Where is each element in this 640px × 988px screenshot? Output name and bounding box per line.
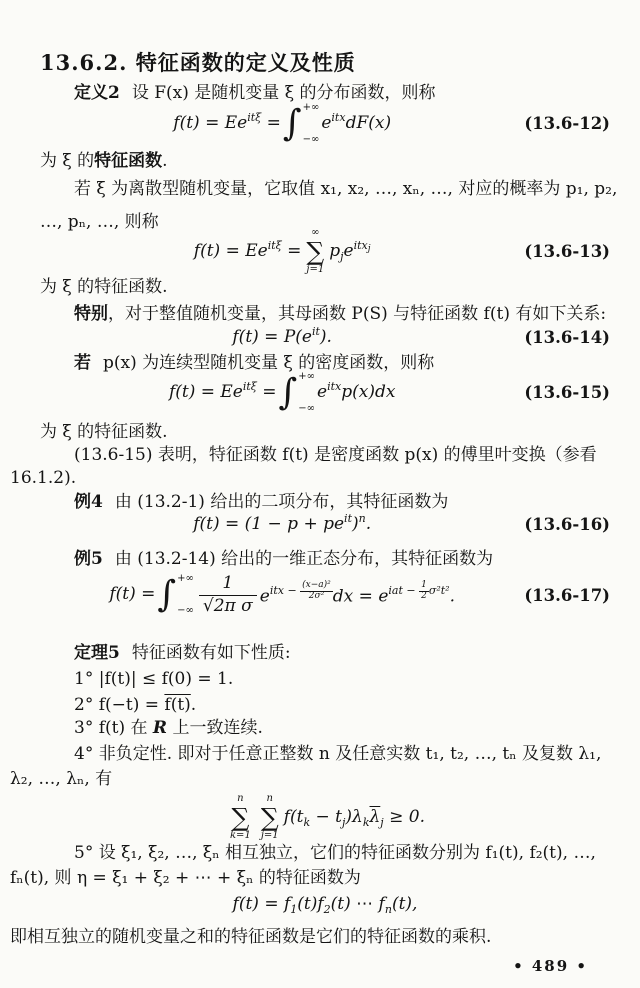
eq13-p: p xyxy=(329,240,341,261)
closing-paragraph: 即相互独立的随机变量之和的特征函数是它们的特征函数的乘积. xyxy=(10,927,492,947)
eqprod-body xyxy=(233,893,418,917)
after-eq15-paragraph: 为 ξ 的特征函数. xyxy=(40,422,168,442)
page-number: • 489 • xyxy=(513,957,588,975)
equation-13-6-13 xyxy=(40,228,610,275)
eq12-lhs xyxy=(173,112,281,136)
eq16-body xyxy=(193,513,371,537)
equation-number: (13.6-15) xyxy=(524,383,610,403)
eq17-exp-denominator: 2σ² xyxy=(308,590,325,601)
sum-upper-limit: ∞ xyxy=(311,227,320,238)
eqsum-b1: f(t xyxy=(283,806,304,827)
eq13-p-subscript: j xyxy=(340,249,344,263)
eqsum-lambda-conjugate: $\overline{\lambda}$ xyxy=(369,806,381,827)
definition-2-text: 设 F(x) 是随机变量 ξ 的分布函数，则称 xyxy=(131,83,436,103)
property-3-pre: 3° f(t) 在 xyxy=(74,718,153,738)
equation-number: (13.6-14) xyxy=(524,328,610,348)
eq16-exponent-1: it xyxy=(344,512,352,525)
integral-sign xyxy=(157,574,193,616)
eqsum-inequality: ≥ 0. xyxy=(383,806,425,827)
eq15-pre: f(t) = Ee xyxy=(168,382,243,403)
theorem-5-label: 定理5 xyxy=(74,643,120,663)
property-4-line1: 4° 非负定性. 即对于任意正整数 n 及任意实数 t₁, t₂, …, tₙ 及复数 λ₁, xyxy=(74,744,602,764)
special-text: ，对于整值随机变量，其母函数 P(S) 与特征函数 f(t) 有如下关系: xyxy=(108,304,607,324)
eq13-pre: f(t) = Ee xyxy=(193,240,268,261)
property-5-line1: 5° 设 ξ₁, ξ₂, …, ξₙ 相互独立，它们的特征函数分别为 f₁(t), f₂(t), …, xyxy=(74,843,596,863)
eq15-equals: = xyxy=(256,382,277,403)
special-label: 特别 xyxy=(74,304,108,324)
eq13-exponent-2 xyxy=(354,239,371,252)
integral-upper-limit: +∞ xyxy=(298,371,315,382)
sum-glyph: ∑ xyxy=(306,237,325,266)
eq17-result xyxy=(333,581,455,609)
equation-13-6-12 xyxy=(40,103,610,145)
property-2 xyxy=(40,694,612,718)
sum-lower-limit: j=1 xyxy=(306,264,325,275)
example-4-text: 由 (13.2-1) 给出的二项分布，其特征函数为 xyxy=(114,492,449,512)
eq17-fraction xyxy=(199,574,257,616)
example-5-label: 例5 xyxy=(74,549,103,569)
property-2-pre: 2° f(−t) = xyxy=(74,695,165,715)
eq13-summand xyxy=(329,240,370,264)
eq17-period: . xyxy=(449,586,455,607)
continuous-text: p(x) 为连续型随机变量 ξ 的密度函数，则称 xyxy=(103,353,435,373)
eqprod-sub-1: 1 xyxy=(290,903,298,916)
equation-nonnegative-definite xyxy=(40,794,610,841)
eq16-period: . xyxy=(365,514,372,534)
eq12-differential: dF(x) xyxy=(345,113,392,134)
eqprod-b2: (t)f xyxy=(297,894,324,914)
eq15-base: e xyxy=(317,382,328,403)
definition-2-label: 定义2 xyxy=(74,83,120,103)
eqprod-b3: (t) ⋯ f xyxy=(330,894,385,914)
eq17-exp2-numerator: 1 xyxy=(421,579,427,590)
integral-lower-limit: −∞ xyxy=(302,134,320,145)
summation-sign xyxy=(306,228,324,275)
equation-13-6-15 xyxy=(40,372,610,414)
example-5-paragraph xyxy=(40,548,612,572)
eq17-sigma: σ xyxy=(235,595,253,616)
discrete-paragraph-line2: …, pₙ, …, 则称 xyxy=(40,212,159,232)
eq12-equals: = xyxy=(261,113,281,134)
eq17-exponent-1 xyxy=(269,579,333,601)
property-2-post: . xyxy=(190,695,197,715)
sum-upper-limit: n xyxy=(237,793,244,804)
equation-product xyxy=(40,893,610,917)
eq17-exp2-pre: iat − xyxy=(388,584,420,598)
eq17-dx-equals: dx = e xyxy=(332,586,389,607)
eq17-exp2-fraction xyxy=(419,581,429,602)
example-4-paragraph xyxy=(40,491,612,515)
integral-lower-limit: −∞ xyxy=(298,403,315,414)
integral-lower-limit: −∞ xyxy=(177,605,194,617)
eq17-exponential xyxy=(260,581,333,609)
eq17-fraction-numerator: 1 xyxy=(199,574,257,596)
eqprod-sub-2: 2 xyxy=(323,903,331,916)
eqsum-b2: − t xyxy=(310,806,342,827)
integral-sign xyxy=(279,372,315,414)
integral-glyph: ∫ xyxy=(278,372,298,413)
eq16-power-n: n xyxy=(358,512,366,525)
eq16-pre: f(t) = (1 − p + pe xyxy=(193,514,345,534)
eq14-pre: f(t) = P(e xyxy=(232,327,312,347)
eq13-equals: = xyxy=(281,240,302,261)
equation-number: (13.6-17) xyxy=(524,585,610,605)
property-3-post: 上一致连续. xyxy=(167,718,263,738)
example-5-text: 由 (13.2-14) 给出的一维正态分布，其特征函数为 xyxy=(114,549,494,569)
eq12-exponent-2: itx xyxy=(331,111,346,125)
eqprod-b4: (t), xyxy=(391,894,418,914)
eq15-integrand xyxy=(317,381,395,405)
eq17-radicand: 2π xyxy=(213,595,236,616)
sum-upper-limit: n xyxy=(266,793,273,804)
after12-bold-term: 特征函数 xyxy=(94,151,163,171)
equation-number: (13.6-12) xyxy=(524,114,610,134)
radical-sign: √ xyxy=(202,595,214,616)
eq13-base: e xyxy=(343,240,354,261)
equation-13-6-17 xyxy=(40,574,610,616)
eq12-exponent-1: itξ xyxy=(247,111,262,125)
eq17-exp2-post: σ²t² xyxy=(428,584,450,598)
eq12-pre: f(t) = Ee xyxy=(173,113,248,134)
eqsum-body xyxy=(284,806,425,830)
continuous-label: 若 xyxy=(74,353,91,373)
sum-lower-limit: j=1 xyxy=(260,830,279,841)
eq15-density: p(x)dx xyxy=(341,382,396,403)
equation-number: (13.6-13) xyxy=(524,241,610,261)
eqsum-b3: )λ xyxy=(345,806,363,827)
sum-lower-limit: k=1 xyxy=(230,830,251,841)
eq13-lhs xyxy=(194,240,302,264)
integral-glyph: ∫ xyxy=(157,574,177,616)
eq17-base: e xyxy=(259,586,270,607)
eqsum-lambda-sub-k: k xyxy=(362,815,370,829)
eq14-post: ). xyxy=(319,327,332,347)
remark-line1: (13.6-15) 表明，特征函数 f(t) 是密度函数 p(x) 的傅里叶变换（参看 xyxy=(74,445,597,465)
property-4-line2: λ₂, …, λₙ, 有 xyxy=(10,769,113,789)
eq15-exponent-2: itx xyxy=(327,380,342,394)
integral-upper-limit: +∞ xyxy=(302,102,320,113)
eq13-exp-text: itx xyxy=(353,238,368,252)
eq12-integrand xyxy=(321,112,391,136)
equation-13-6-14 xyxy=(40,326,610,350)
remark-line2: 16.1.2). xyxy=(10,468,77,488)
after-eq12-paragraph xyxy=(40,150,612,174)
eqprod-sub-n: n xyxy=(384,903,392,916)
sum-glyph: ∑ xyxy=(260,803,279,832)
eq17-exponent-2 xyxy=(388,579,450,601)
integral-upper-limit: +∞ xyxy=(177,573,194,585)
eq15-lhs xyxy=(169,381,277,405)
theorem-5-paragraph xyxy=(40,642,612,666)
property-2-conjugate: f(t) xyxy=(164,695,191,715)
example-4-label: 例4 xyxy=(74,492,103,512)
property-3 xyxy=(40,717,612,741)
eq12-base: e xyxy=(321,113,332,134)
integral-sign xyxy=(283,103,319,145)
equation-number: (13.6-16) xyxy=(524,515,610,535)
eq15-exponent-1: itξ xyxy=(242,380,257,394)
eq16-paren: ) xyxy=(352,514,359,534)
eqsum-sub-k: k xyxy=(303,815,311,829)
summation-sign xyxy=(230,794,251,841)
eq17-exp-fraction xyxy=(300,581,333,602)
sum-glyph: ∑ xyxy=(231,803,250,832)
eq17-lhs: f(t) = xyxy=(109,584,156,605)
eq14-body xyxy=(232,326,332,350)
equation-13-6-16 xyxy=(40,513,610,537)
after12-post: . xyxy=(162,151,168,171)
real-line-symbol: R xyxy=(152,718,168,738)
integral-glyph: ∫ xyxy=(282,103,302,144)
eq17-exp2-denominator: 2 xyxy=(421,590,427,601)
eq13-exp-subscript: j xyxy=(367,243,371,254)
property-1: 1° |f(t)| ≤ f(0) = 1. xyxy=(74,669,234,689)
eqsum-sub-j: j xyxy=(342,815,346,829)
eqprod-b1: f(t) = f xyxy=(232,894,291,914)
after12-pre: 为 ξ 的 xyxy=(40,151,95,171)
after-eq13-paragraph: 为 ξ 的特征函数. xyxy=(40,277,168,297)
eq17-fraction-denominator xyxy=(199,596,257,617)
eq14-exponent: it xyxy=(311,325,320,338)
eq17-exp-numerator: (x−a)² xyxy=(302,579,331,590)
summation-sign xyxy=(261,794,279,841)
eqsum-lambda-sub-j: j xyxy=(380,815,384,829)
property-5-line2: fₙ(t), 则 η = ξ₁ + ξ₂ + ⋯ + ξₙ 的特征函数为 xyxy=(10,868,361,888)
eq17-exp-pre: itx − xyxy=(269,584,301,598)
eq13-exponent-1: itξ xyxy=(267,238,282,252)
special-paragraph xyxy=(40,303,612,327)
discrete-paragraph-line1: 若 ξ 为离散型随机变量，它取值 x₁, x₂, …, xₙ, …, 对应的概率为 p₁, p₂, xyxy=(74,179,618,199)
theorem-5-text: 特征函数有如下性质: xyxy=(131,643,291,663)
section-heading: 13.6.2. 特征函数的定义及性质 xyxy=(40,50,356,75)
